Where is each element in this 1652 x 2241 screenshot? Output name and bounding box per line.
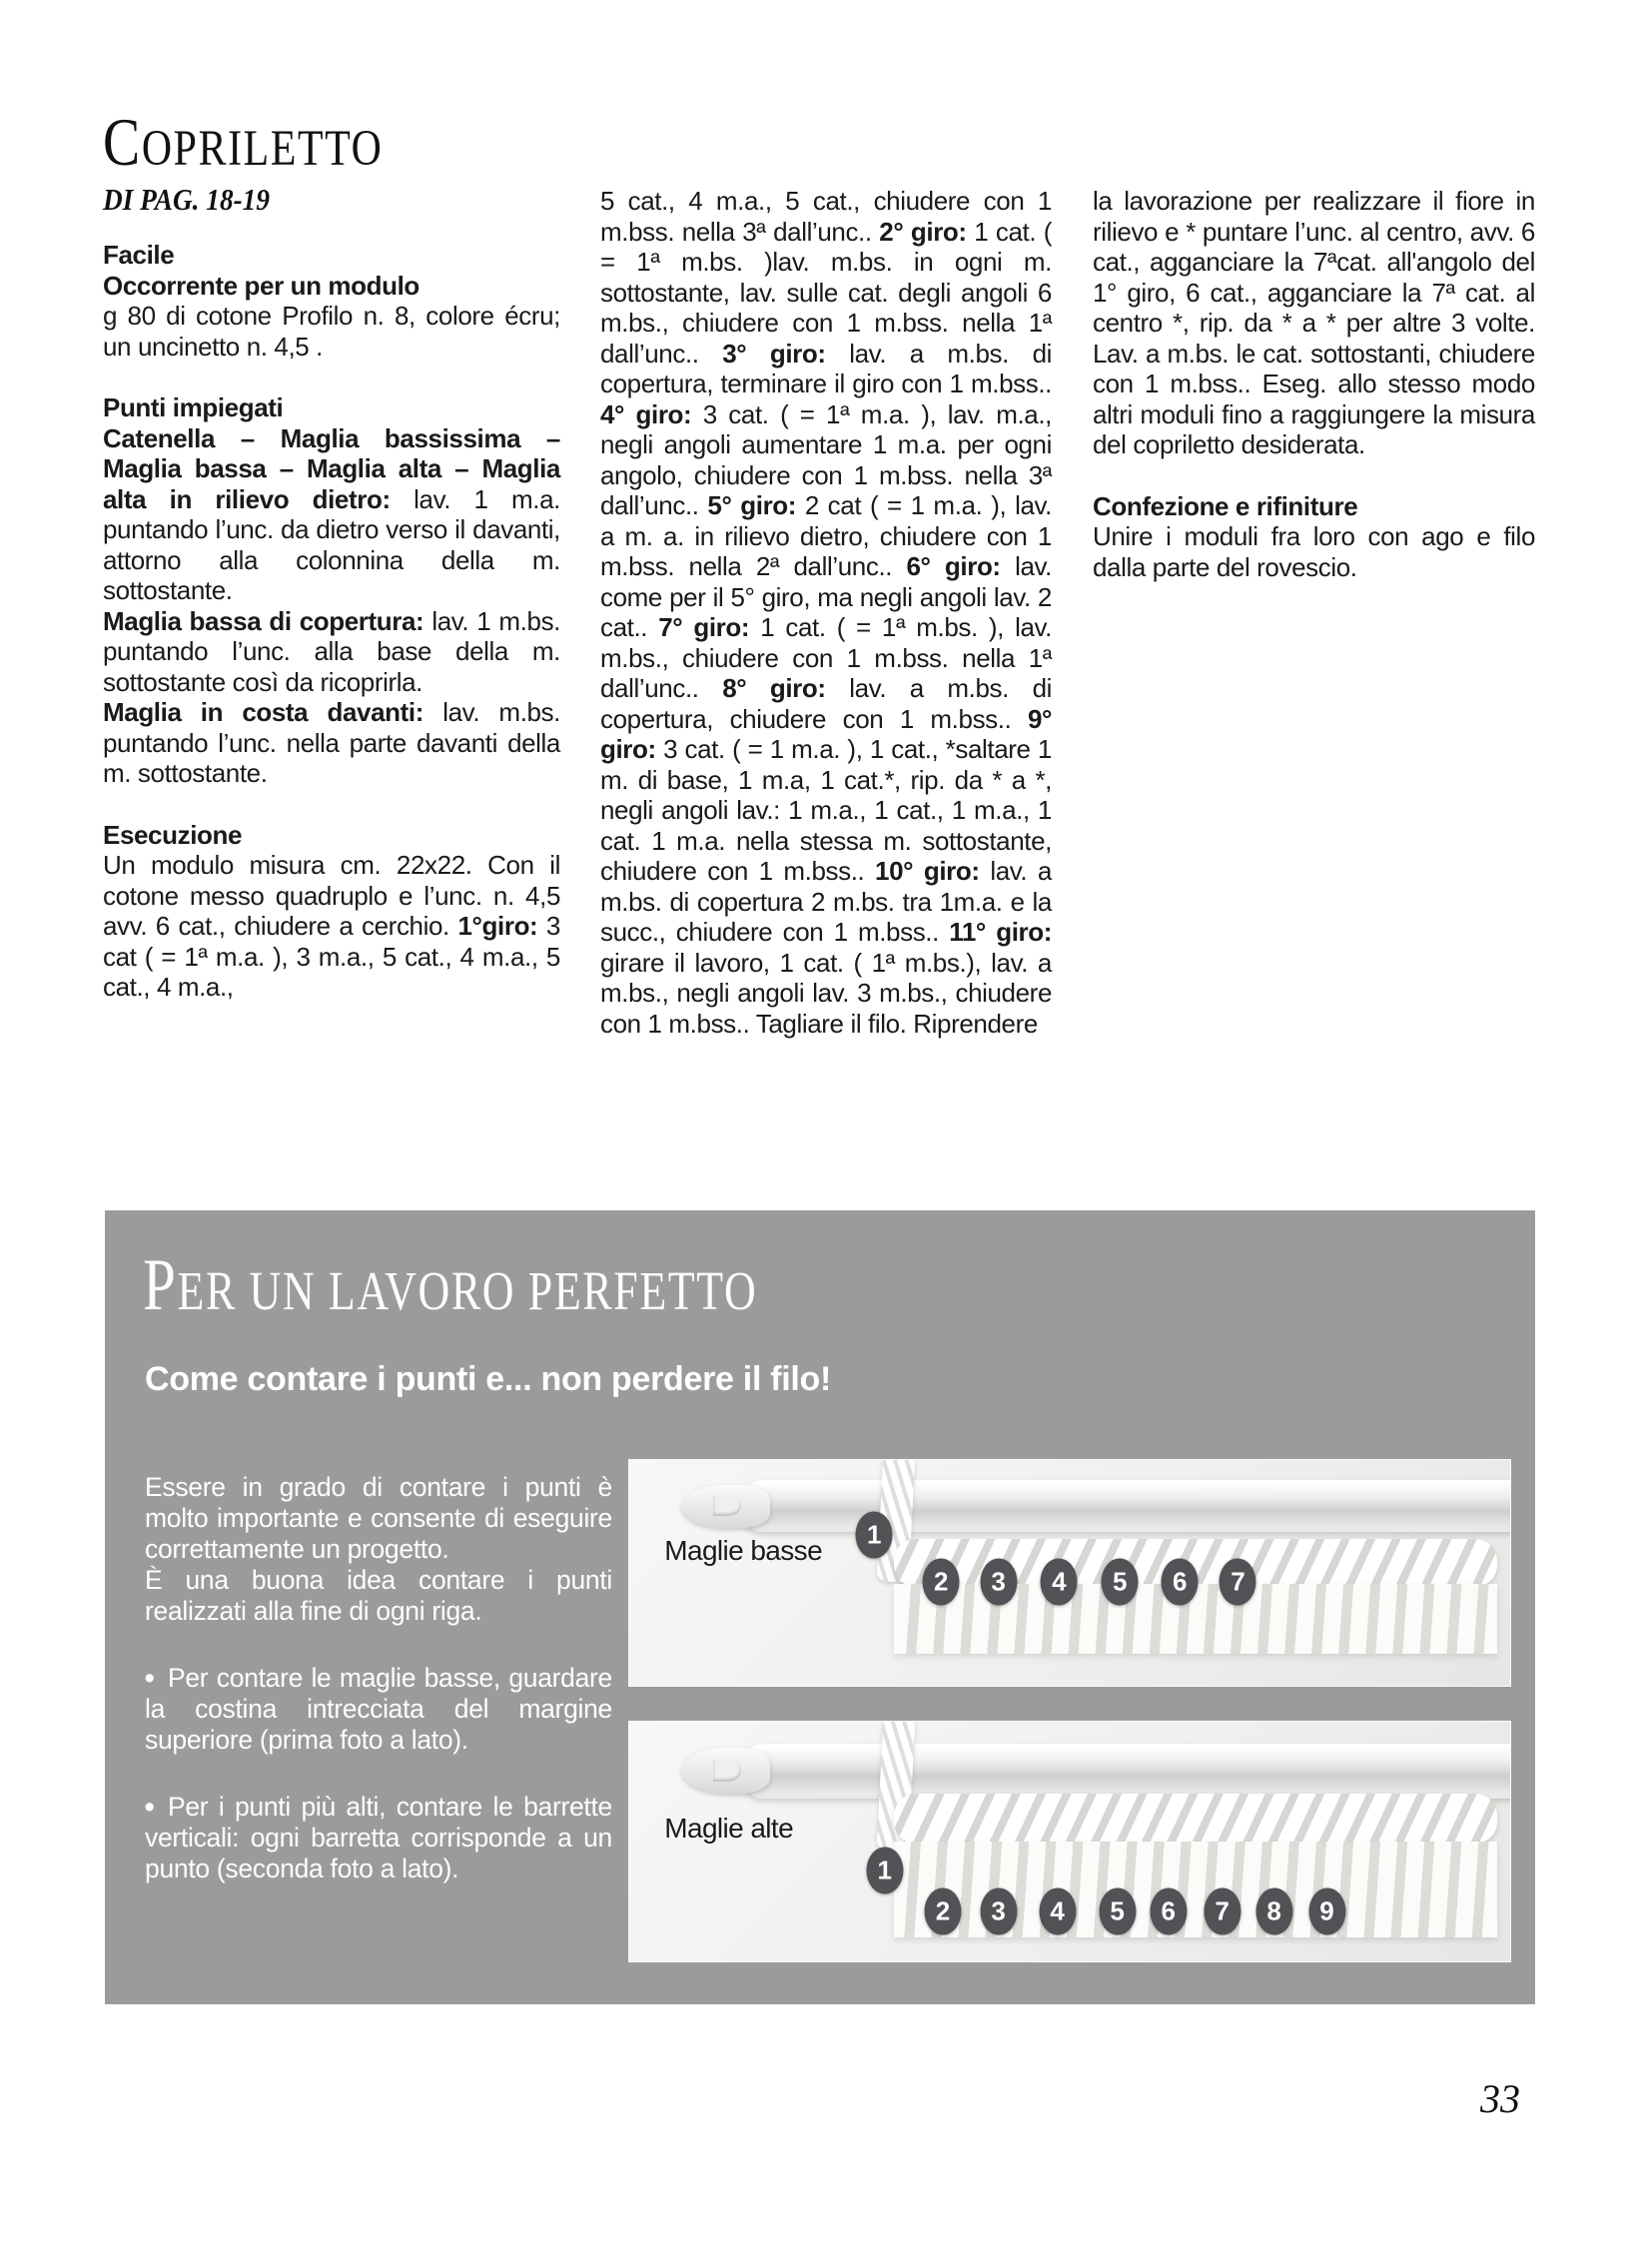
- text-column-middle: [600, 186, 1052, 1039]
- stitch-number-badge: 2: [924, 1887, 961, 1934]
- stitch-number-badge: 4: [1039, 1887, 1076, 1934]
- stitch-number-badge: 1: [856, 1511, 893, 1558]
- stitch-number-badge: 3: [980, 1887, 1017, 1934]
- stitch-number-badge: 7: [1204, 1887, 1240, 1934]
- stitch-number-badge: 6: [1150, 1887, 1187, 1934]
- paragraph: la lavorazione per realizzare il fiore in rilievo e * puntare l’unc. al centro, avv. 6 cat., agganciare la 7ªcat. all'angolo del 1° giro, 6 cat., agganciare la 7ª cat. al centro *, rip. da * a * per altre 3 volte. Lav. a m.bs. le cat. sottostanti, chiudere con 1 m.bss.. Eseg. allo stesso modo altri moduli fino a raggiungere la misura del copriletto desiderata.: [1093, 186, 1535, 459]
- panel-subtitle: Come contare i punti e... non perdere il filo!: [145, 1360, 832, 1398]
- panel-bullet-item: • Per i punti più alti, contare le barrette verticali: ogni barretta corrisponde a un punto (seconda foto a lato).: [144, 1789, 612, 1883]
- paragraph: Un modulo misura cm. 22x22. Con il cotone messo quadruplo e l’unc. n. 4,5 avv. 6 cat., chiudere a cerchio. 1°giro: 3 cat ( = 1ª m.a. ), 3 m.a., 5 cat., 4 m.a., 5 cat., 4 m.a.,: [103, 850, 560, 1002]
- stitch-number-badge: 7: [1220, 1559, 1256, 1606]
- stitch-number-badge: 8: [1255, 1887, 1292, 1934]
- title-initial: C: [103, 104, 142, 180]
- panel-bullet-item: • Per contare le maglie basse, guardare la costina intrecciata del margine superiore (prima foto a lato).: [144, 1660, 612, 1755]
- stitch-number-badge: 9: [1308, 1887, 1345, 1934]
- paragraph: Occorrente per un modulo: [103, 270, 419, 301]
- panel-intro-line: È una buona idea contare i punti realizzati alla fine di ogni riga.: [145, 1565, 612, 1626]
- page-number: 33: [1480, 2076, 1520, 2121]
- paragraph: Esecuzione: [103, 819, 243, 850]
- paragraph: Punti impiegati: [103, 392, 284, 422]
- bullet-icon: •: [144, 1660, 155, 1696]
- photo-maglie-basse: [629, 1460, 1510, 1686]
- stitch-number-badge: 6: [1162, 1559, 1199, 1606]
- panel-intro-line: Essere in grado di contare i punti è molto importante e consente di eseguire correttamente un progetto.: [145, 1472, 612, 1564]
- panel-title: [143, 1244, 758, 1326]
- page-reference-subtitle: DI PAG. 18-19: [103, 182, 270, 217]
- paragraph: Catenella – Maglia bassissima – Maglia bassa – Maglia alta – Maglia alta in rilievo dietro: lav. 1 m.a. puntando l’unc. da dietro verso il davanti, attorno alla colonnina della m. sottostante.: [103, 422, 560, 605]
- panel-title-rest: ER UN LAVORO PERFETTO: [177, 1260, 758, 1321]
- stitch-number-badge: 1: [866, 1847, 903, 1893]
- paragraph: Confezione e rifiniture: [1093, 490, 1358, 521]
- tips-panel: [105, 1210, 1535, 2004]
- paragraph: Unire i moduli fra loro con ago e filo dalla parte del rovescio.: [1093, 521, 1535, 582]
- stitch-number-badge: 5: [1099, 1887, 1136, 1934]
- page-title: [103, 104, 384, 180]
- panel-copy: [145, 1472, 612, 1884]
- paragraph: Facile: [103, 240, 175, 270]
- paragraph: Maglia bassa di copertura: lav. 1 m.bs. puntando l’unc. alla base della m. sottostante così da ricoprirla.: [103, 605, 560, 697]
- bullet-icon: •: [144, 1789, 155, 1825]
- panel-title-initial: P: [143, 1244, 178, 1326]
- stitch-braid-edge: [894, 1794, 1497, 1844]
- paragraph: g 80 di cotone Profilo n. 8, colore écru; un uncinetto n. 4,5 .: [103, 301, 560, 362]
- paragraph: Maglia in costa davanti: lav. m.bs. puntando l’unc. nella parte davanti della m. sottostante.: [103, 697, 561, 788]
- crochet-hook-shaft: [744, 1744, 1510, 1799]
- title-rest: OPRILETTO: [141, 121, 384, 177]
- photo-label: Maglie basse: [664, 1534, 823, 1566]
- stitch-number-badge: 4: [1041, 1559, 1078, 1606]
- photo-maglie-alte: [629, 1722, 1510, 1961]
- text-column-right: [1093, 186, 1535, 582]
- stitch-number-badge: 3: [980, 1559, 1017, 1606]
- article-header: [103, 104, 444, 218]
- stitch-number-badge: 5: [1102, 1559, 1139, 1606]
- text-column-left: [103, 240, 560, 1003]
- paragraph: 5 cat., 4 m.a., 5 cat., chiudere con 1 m.bss. nella 3ª dall’unc.. 2° giro: 1 cat. ( = 1ª m.bs. )lav. m.bs. in ogni m. sottostante, lav. sulle cat. degli angoli 6 m.bs., chiudere con 1 m.bss. nella 1ª dall’unc.. 3° giro: lav. a m.bs. di copertura, terminare il giro con 1 m.bss.. 4° giro: 3 cat. ( = 1ª m.a. ), lav. m.a., negli angoli aumentare 1 m.a. per ogni angolo, chiudere con 1 m.bss. nella 3ª dall’unc.. 5° giro: 2 cat ( = 1 m.a. ), lav. a m. a. in rilievo dietro, chiudere con 1 m.bss. nella 2ª dall’unc.. 6° giro: lav. come per il 5° giro, ma negli angoli lav. 2 cat.. 7° giro: 1 cat. ( = 1ª m.bs. ), lav. m.bs., chiudere con 1 m.bss. nella 1ª dall’unc.. 8° giro: lav. a m.bs. di copertura, chiudere con 1 m.bss.. 9° giro: 3 cat. ( = 1 m.a. ), 1 cat., *saltare 1 m. di base, 1 m.a, 1 cat.*, rip. da * a *, negli angoli lav.: 1 m.a., 1 cat., 1 m.a., 1 cat. 1 m.a. nella stessa m. sottostante, chiudere con 1 m.bss.. 10° giro: lav. a m.bs. di copertura 2 m.bs. tra 1m.a. e la succ., chiudere con 1 m.bss.. 11° giro: girare il lavoro, 1 cat. ( 1ª m.bs.), lav. a m.bs., negli angoli lav. 3 m.bs., chiudere con 1 m.bss.. Tagliare il filo. Riprendere: [600, 186, 1053, 1039]
- photo-label: Maglie alte: [664, 1813, 794, 1845]
- stitch-number-badge: 2: [923, 1559, 960, 1606]
- crochet-hook-notch: [713, 1760, 741, 1782]
